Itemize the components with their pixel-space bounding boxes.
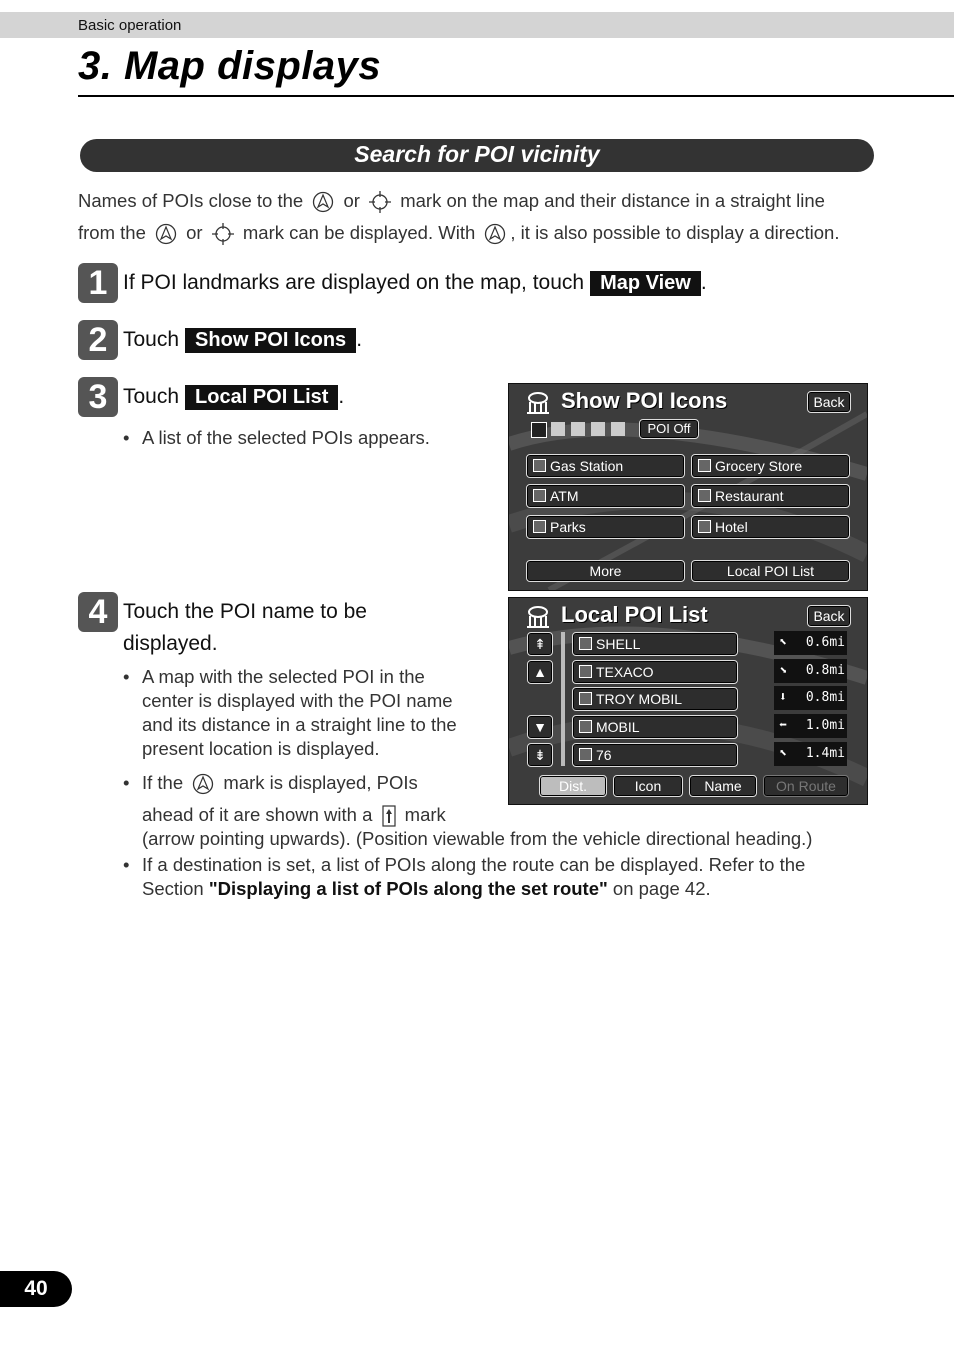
screen1-title: Show POI Icons bbox=[561, 388, 728, 413]
vehicle-position-icon bbox=[484, 223, 506, 245]
poi-item-76[interactable]: 76 bbox=[572, 743, 738, 767]
sort-distance-button[interactable]: Dist. bbox=[539, 775, 607, 797]
on-route-button[interactable]: On Route bbox=[763, 775, 849, 797]
show-poi-icons-screen bbox=[508, 383, 868, 591]
vehicle-position-icon bbox=[312, 191, 334, 213]
poi-building-icon bbox=[523, 390, 553, 421]
page-up-icon[interactable]: ⇞ bbox=[527, 632, 553, 656]
gas-station-icon bbox=[533, 459, 546, 472]
chapter-title: 3. Map displays bbox=[78, 44, 382, 88]
sort-name-button[interactable]: Name bbox=[689, 775, 757, 797]
local-poi-list-screen bbox=[508, 597, 868, 805]
poi-off-button[interactable]: POI Off bbox=[639, 419, 699, 439]
screen2-back-button[interactable]: Back bbox=[807, 605, 851, 627]
restaurant-icon bbox=[698, 489, 711, 502]
up-arrow-mark-icon bbox=[382, 805, 396, 827]
vehicle-position-icon bbox=[155, 223, 177, 245]
poi-item-texaco[interactable]: TEXACO bbox=[572, 660, 738, 684]
gas-station-icon bbox=[579, 665, 592, 678]
step-3-text: Touch Local POI List . bbox=[123, 385, 345, 408]
more-button[interactable]: More bbox=[526, 560, 685, 582]
poi-item-troy-mobil[interactable]: TROY MOBIL bbox=[572, 687, 738, 711]
scroll-up-icon[interactable]: ▲ bbox=[527, 660, 553, 684]
direction-arrow-icon: ⬇ bbox=[779, 690, 787, 705]
map-view-button: Map View bbox=[590, 271, 701, 296]
show-poi-icons-button: Show POI Icons bbox=[185, 328, 356, 353]
gas-station-icon bbox=[579, 748, 592, 761]
parks-icon bbox=[533, 520, 546, 533]
screen2-title: Local POI List bbox=[561, 602, 708, 627]
selected-icon-slots bbox=[531, 422, 631, 438]
scroll-down-icon[interactable]: ▼ bbox=[527, 715, 553, 739]
direction-arrow-icon: ⬅ bbox=[779, 718, 787, 733]
header-section-label: Basic operation bbox=[78, 17, 182, 34]
category-hotel[interactable]: Hotel bbox=[691, 515, 850, 539]
scrollbar[interactable] bbox=[561, 632, 565, 766]
poi-distance: ⬉ 1.4mi bbox=[774, 742, 847, 766]
intro-line-2: from the or mark can be displayed. With , it is also possible to display a direction. bbox=[78, 221, 839, 245]
intro-line-1: Names of POIs close to the or mark on the map and their distance in a straight line bbox=[78, 189, 825, 213]
category-parks[interactable]: Parks bbox=[526, 515, 685, 539]
header-bar bbox=[0, 12, 954, 38]
screen1-local-poi-list-button[interactable]: Local POI List bbox=[691, 560, 850, 582]
hotel-icon bbox=[698, 520, 711, 533]
sort-icon-button[interactable]: Icon bbox=[613, 775, 683, 797]
gas-station-icon bbox=[579, 692, 592, 705]
direction-arrow-icon: ⬉ bbox=[779, 746, 787, 761]
title-rule bbox=[78, 95, 954, 97]
step-1-text: If POI landmarks are displayed on the map, touch Map View . bbox=[123, 271, 707, 294]
poi-distance: ⬊ 0.8mi bbox=[774, 659, 847, 683]
screen1-back-button[interactable]: Back bbox=[807, 391, 851, 413]
step-3-badge: 3 bbox=[78, 377, 118, 417]
gas-station-icon bbox=[579, 637, 592, 650]
atm-icon bbox=[533, 489, 546, 502]
gas-station-icon bbox=[579, 720, 592, 733]
vehicle-position-icon bbox=[192, 773, 214, 795]
cursor-crosshair-icon bbox=[212, 223, 234, 245]
poi-building-icon bbox=[523, 604, 553, 635]
category-atm[interactable]: ATM bbox=[526, 484, 685, 508]
category-restaurant[interactable]: Restaurant bbox=[691, 484, 850, 508]
cross-reference-title: "Displaying a list of POIs along the set route" bbox=[208, 878, 608, 899]
poi-distance: ⬉ 0.6mi bbox=[774, 631, 847, 655]
section-heading: Search for POI vicinity bbox=[80, 139, 874, 172]
page-down-icon[interactable]: ⇟ bbox=[527, 743, 553, 767]
step-4-badge: 4 bbox=[78, 592, 118, 632]
poi-item-mobil[interactable]: MOBIL bbox=[572, 715, 738, 739]
step-2-text: Touch Show POI Icons . bbox=[123, 328, 363, 351]
poi-distance: ⬅ 1.0mi bbox=[774, 714, 847, 738]
local-poi-list-button: Local POI List bbox=[185, 385, 338, 410]
poi-item-shell[interactable]: SHELL bbox=[572, 632, 738, 656]
direction-arrow-icon: ⬉ bbox=[779, 635, 787, 650]
page-number: 40 bbox=[0, 1271, 72, 1307]
category-gas-station[interactable]: Gas Station bbox=[526, 454, 685, 478]
step-2-badge: 2 bbox=[78, 320, 118, 360]
grocery-store-icon bbox=[698, 459, 711, 472]
step-4-text-line-1: Touch the POI name to be bbox=[123, 600, 367, 623]
cursor-crosshair-icon bbox=[369, 191, 391, 213]
step-1-badge: 1 bbox=[78, 263, 118, 303]
step-4-text-line-2: displayed. bbox=[123, 632, 218, 655]
poi-distance: ⬇ 0.8mi bbox=[774, 686, 847, 710]
direction-arrow-icon: ⬊ bbox=[779, 663, 787, 678]
category-grocery-store[interactable]: Grocery Store bbox=[691, 454, 850, 478]
